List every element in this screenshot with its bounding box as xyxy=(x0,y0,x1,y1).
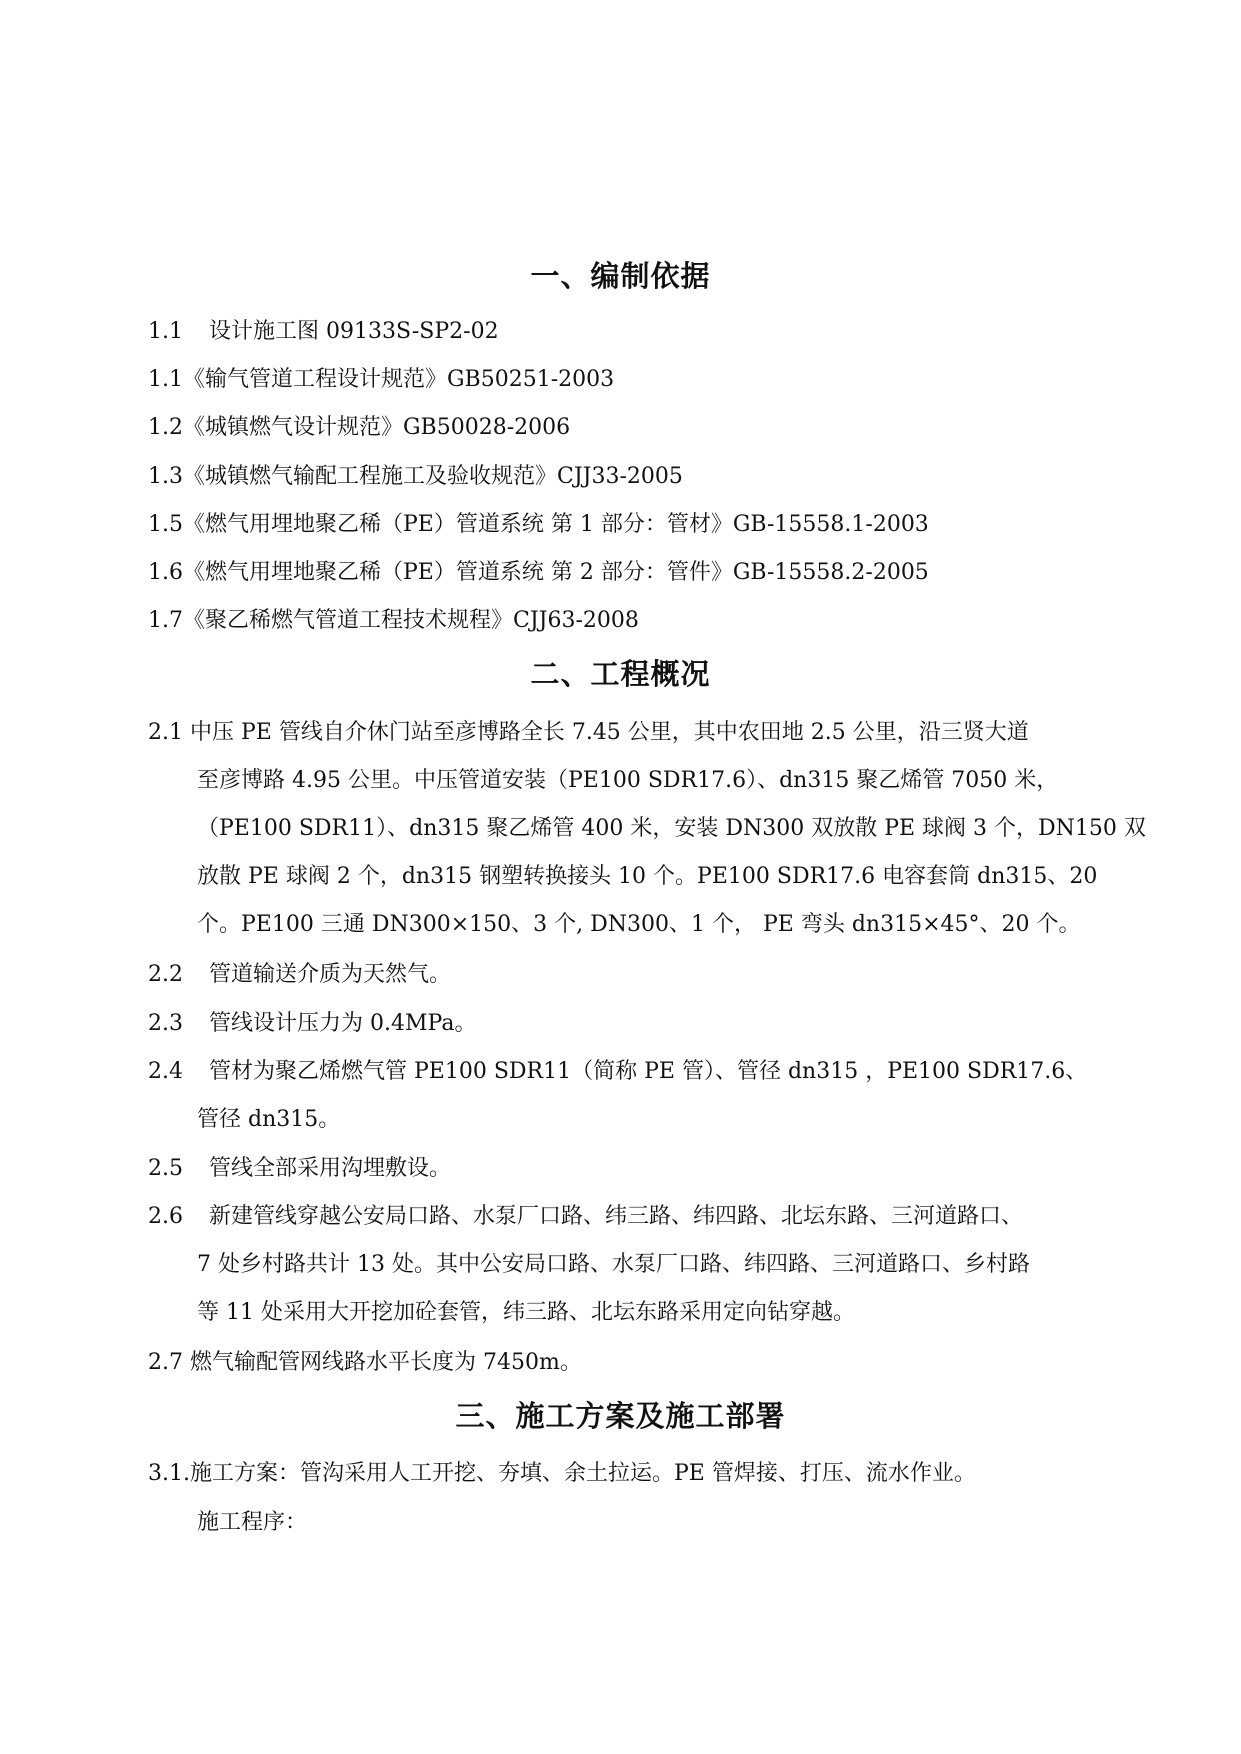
item-text: 管线设计压力为 0.4MPa。 xyxy=(209,1011,477,1036)
item-text: 新建管线穿越公安局口路、水泵厂口路、纬三路、纬四路、北坛东路、三河道路口、 xyxy=(209,1204,1024,1229)
basis-item-1 xyxy=(148,317,499,347)
overview-2-1-line-2: 至彦博路 4.95 公里。中压管道安装（PE100 SDR17.6）、dn315 聚乙烯管 7050 米， xyxy=(197,768,1059,793)
basis-item-2: 1.1《输气管道工程设计规范》GB50251-2003 xyxy=(148,367,615,392)
overview-2-2 xyxy=(148,960,451,990)
item-text: 管道输送介质为天然气。 xyxy=(209,962,452,987)
basis-item-3: 1.2《城镇燃气设计规范》GB50028-2006 xyxy=(148,415,571,440)
item-number: 2.4 xyxy=(148,1059,183,1084)
item-number: 2.3 xyxy=(148,1011,183,1036)
section-heading-basis: 一、编制依据 xyxy=(530,259,711,293)
item-text: 管材为聚乙烯燃气管 PE100 SDR11（简称 PE 管）、管径 dn315 ，PE100 SDR17.6、 xyxy=(209,1059,1088,1084)
basis-item-6: 1.6《燃气用埋地聚乙稀（PE）管道系统 第 2 部分：管件》GB-15558.2-2005 xyxy=(148,560,929,585)
overview-2-6-cont-2: 等 11 处采用大开挖加砼套管，纬三路、北坛东路采用定向钻穿越。 xyxy=(197,1300,855,1325)
basis-item-5: 1.5《燃气用埋地聚乙稀（PE）管道系统 第 1 部分：管材》GB-15558.1-2003 xyxy=(148,512,929,537)
overview-2-7: 2.7 燃气输配管网线路水平长度为 7450m。 xyxy=(148,1350,582,1375)
overview-2-1-line-4: 放散 PE 球阀 2 个，dn315 钢塑转换接头 10 个。PE100 SDR17.6 电容套筒 dn315、20 xyxy=(197,864,1098,889)
basis-item-7: 1.7《聚乙稀燃气管道工程技术规程》CJJ63-2008 xyxy=(148,608,639,633)
overview-2-4-cont: 管径 dn315。 xyxy=(197,1107,341,1132)
item-number: 2.5 xyxy=(148,1156,183,1181)
overview-2-1-line-1: 2.1 中压 PE 管线自介休门站至彦博路全长 7.45 公里，其中农田地 2.5 公里，沿三贤大道 xyxy=(148,720,1029,745)
overview-2-1-line-3: （PE100 SDR11）、dn315 聚乙烯管 400 米，安装 DN300 双放散 PE 球阀 3 个，DN150 双 xyxy=(197,816,1146,841)
overview-2-3 xyxy=(148,1009,476,1039)
overview-2-5 xyxy=(148,1154,451,1184)
basis-item-4: 1.3《城镇燃气输配工程施工及验收规范》CJJ33-2005 xyxy=(148,464,683,489)
basis-item-number: 1.1 xyxy=(148,319,183,344)
plan-sequence-label: 施工程序： xyxy=(197,1510,308,1535)
overview-2-4 xyxy=(148,1057,1087,1087)
section-heading-overview: 二、工程概况 xyxy=(530,657,711,691)
item-text: 管线全部采用沟埋敷设。 xyxy=(209,1156,452,1181)
overview-2-6 xyxy=(148,1202,1023,1232)
basis-item-text: 设计施工图 09133S-SP2-02 xyxy=(209,319,499,344)
item-number: 2.2 xyxy=(148,962,183,987)
item-number: 2.6 xyxy=(148,1204,183,1229)
overview-2-6-cont-1: 7 处乡村路共计 13 处。其中公安局口路、水泵厂口路、纬四路、三河道路口、乡村路 xyxy=(197,1252,1030,1277)
plan-3-1: 3.1.施工方案：管沟采用人工开挖、夯填、余土拉运。PE 管焊接、打压、流水作业。 xyxy=(148,1461,976,1486)
section-heading-plan: 三、施工方案及施工部署 xyxy=(455,1399,786,1433)
overview-2-1-line-5: 个。PE100 三通 DN300×150、3 个, DN300、1 个， PE 弯头 dn315×45°、20 个。 xyxy=(197,912,1081,937)
